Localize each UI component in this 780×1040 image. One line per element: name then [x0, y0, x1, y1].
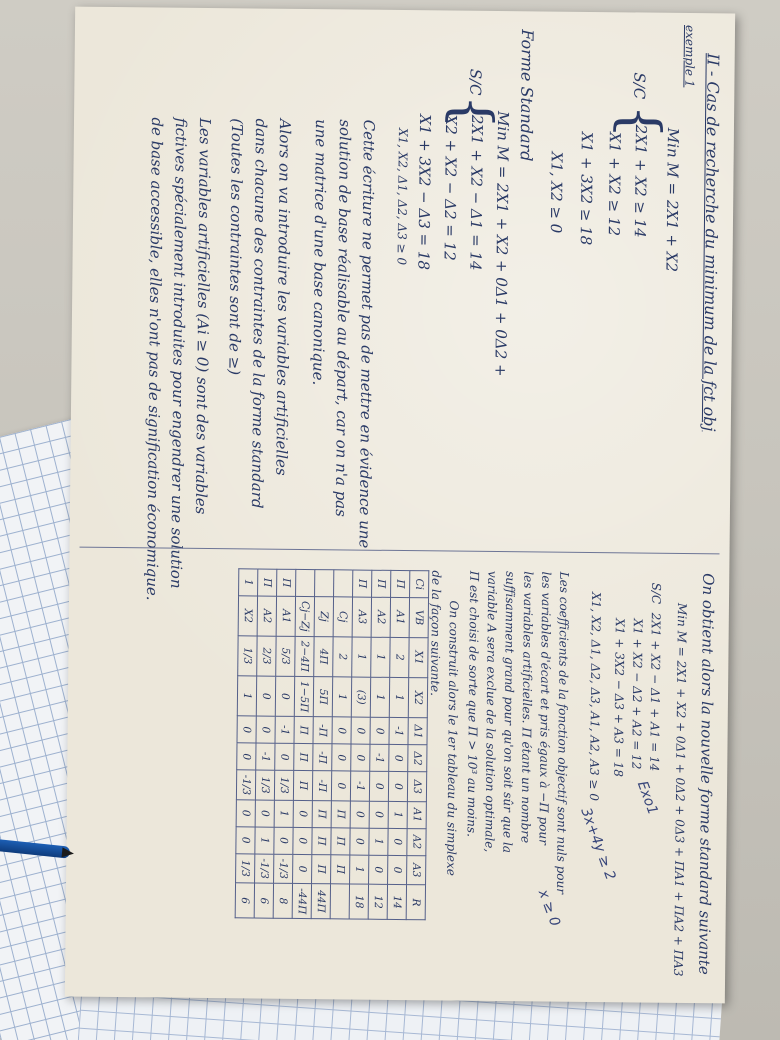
tableau-cell: 0 — [236, 800, 255, 827]
tableau-cell: 1 — [237, 676, 256, 717]
tableau-cell: 0 — [236, 827, 255, 854]
tableau-cell: 1 — [239, 569, 258, 596]
tableau-cell: -1/3 — [274, 854, 293, 884]
tableau-row — [368, 570, 391, 919]
tableau-cell: 0 — [351, 717, 370, 744]
tableau-cell: Δ2 — [408, 745, 427, 772]
constraint-1: 2X1 + X2 ≥ 14 — [630, 124, 650, 238]
right-paragraph2-line-2: de la façon suivante. — [428, 570, 444, 697]
right-paragraph-line-2: les variables d'écart et pris égaux à −Π pour — [536, 571, 554, 845]
tableau-row — [254, 569, 277, 918]
tableau-cell: A1 — [390, 597, 409, 637]
tableau-row — [273, 569, 296, 918]
tableau-cell: -1/3 — [255, 854, 274, 884]
tableau-cell: -1 — [350, 771, 369, 801]
right-paragraph-line-1: Les coefficients de la fonction objectif sont nuls pour — [553, 571, 572, 895]
tableau-cell: 1 — [371, 637, 390, 678]
tableau-cell: 0 — [369, 855, 388, 885]
tableau-cell: 6 — [254, 883, 273, 918]
objective-function: Min M = 2X1 + X2 — [662, 127, 682, 273]
paragraph-1-line-2: solution de base réalisable au départ, car on n'a pas — [331, 119, 355, 517]
tableau-cell: -1 — [370, 744, 389, 771]
tableau-cell: A3 — [352, 597, 371, 637]
paragraph-3-line-2: fictives spécialement introduites pour engendrer une solution — [167, 117, 191, 589]
tableau-cell: 0 — [237, 743, 256, 770]
tableau-row — [387, 570, 410, 919]
tableau-cell: 5Π — [313, 677, 332, 718]
tableau-cell: 1/3 — [238, 635, 257, 676]
tableau-cell: 1 — [350, 855, 369, 885]
non-negativity: X1, X2 ≥ 0 — [546, 151, 566, 234]
right-paragraph2-line-1: On construit alors le 1er tableau du simplexe — [444, 600, 462, 876]
standard-brace: { — [440, 94, 505, 130]
grid-note-line-2: 3x+4y ≥ 2 — [577, 805, 619, 883]
tableau-cell: 1 — [332, 677, 351, 718]
constraint-brace: { — [608, 104, 673, 140]
tableau-cell: 0 — [388, 772, 407, 802]
tableau-cell: Π — [331, 828, 350, 855]
tableau-cell: 0 — [369, 801, 388, 828]
tableau-cell: 1 — [255, 827, 274, 854]
tableau-cell: -Π — [313, 744, 332, 771]
tableau-cell: 1/3 — [274, 770, 293, 800]
tableau-cell: 2−4Π — [295, 636, 314, 677]
tableau-cell: Cj — [333, 597, 352, 637]
tableau-cell: Π — [277, 569, 296, 596]
tableau-row — [311, 570, 334, 919]
simplex-tableau — [235, 568, 430, 920]
tableau-cell: 1/3 — [236, 854, 255, 884]
paragraph-1-line-3: une matrice d'une base canonique. — [309, 119, 331, 386]
tableau-cell: 1 — [352, 637, 371, 678]
handwritten-sheet — [65, 7, 735, 1004]
tableau-cell: -1 — [389, 718, 408, 745]
tableau-cell: 2 — [333, 636, 352, 677]
tableau-cell: 12 — [368, 884, 387, 919]
new-constraint-3: X1 + 3X2 − Δ3 + A3 = 18 — [611, 618, 627, 777]
tableau-cell: 0 — [332, 744, 351, 771]
tableau-cell: -Π — [313, 717, 332, 744]
tableau-cell: Π — [293, 771, 312, 801]
tableau-cell: Π — [331, 855, 350, 885]
tableau-cell: Π — [312, 800, 331, 827]
tableau-cell — [296, 569, 315, 596]
constraint-3: X1 + 3X2 ≥ 18 — [576, 131, 596, 246]
tableau-cell: VB — [409, 598, 428, 638]
tableau-cell: 0 — [255, 800, 274, 827]
tableau-cell: A1 — [276, 596, 295, 636]
tableau-cell — [315, 570, 334, 597]
tableau-cell: Zj — [314, 597, 333, 637]
tableau-row — [235, 569, 258, 918]
tableau-cell: 0 — [350, 801, 369, 828]
tableau-cell: 8 — [273, 883, 292, 918]
tableau-cell: Π — [331, 801, 350, 828]
tableau-cell: 0 — [275, 676, 294, 717]
tableau-cell: 2 — [390, 637, 409, 678]
new-constraint-2: X1 + X2 − Δ2 + A2 = 12 — [629, 618, 645, 770]
section-heading: II - Cas de recherche du minimum de la fct obj — [699, 53, 723, 432]
tableau-cell: Π — [312, 827, 331, 854]
tableau-cell: 1−5Π — [294, 676, 313, 717]
tableau-cell: 0 — [389, 745, 408, 772]
tableau-cell: 1 — [274, 800, 293, 827]
tableau-cell: 0 — [370, 717, 389, 744]
paragraph-2-line-3: (Toutes les contraintes sont de ≥) — [225, 118, 247, 376]
standard-form-title: Forme Standard — [516, 29, 537, 162]
tableau-row — [292, 569, 315, 918]
tableau-cell: X2 — [238, 596, 257, 636]
right-paragraph-line-4: suffisamment grand pour qu'on soit sûr que la — [500, 571, 518, 854]
tableau-cell: 0 — [369, 771, 388, 801]
pen-tip — [62, 847, 75, 858]
tableau-cell: Π — [353, 570, 372, 597]
tableau-cell: 0 — [275, 744, 294, 771]
tableau-cell: -Π — [312, 771, 331, 801]
tableau-cell: 1 — [370, 677, 389, 718]
tableau-cell: 0 — [388, 828, 407, 855]
tableau-cell: 0 — [293, 827, 312, 854]
tableau-cell: 0 — [293, 854, 312, 884]
standard-constraint-1: 2X1 + X2 − Δ1 = 14 — [466, 114, 487, 271]
tableau-cell: 4Π — [314, 636, 333, 677]
tableau-cell: 0 — [237, 716, 256, 743]
tableau-cell: A3 — [407, 855, 426, 885]
new-objective: Min M = 2X1 + X2 + 0Δ1 + 0Δ2 + 0Δ3 + ΠA1 + ΠA2 + ΠA3 — [671, 602, 689, 977]
tableau-cell: 0 — [351, 744, 370, 771]
tableau-cell: 44Π — [311, 884, 330, 919]
tableau-cell: (3) — [351, 677, 370, 718]
sheet-content — [65, 7, 735, 1004]
right-paragraph-line-5: variable A sera exclue de la solution optimale, — [482, 570, 500, 853]
tableau-cell: X1 — [409, 637, 428, 678]
tableau-cell: 2/3 — [257, 636, 276, 677]
tableau-cell: X2 — [408, 678, 427, 719]
constraint-2: X1 + X2 ≥ 12 — [604, 132, 624, 237]
tableau-cell: 0 — [256, 676, 275, 717]
new-nonnegativity: X1, X2, Δ1, Δ2, Δ3, A1, A2, A3 ≥ 0 — [586, 591, 604, 802]
standard-objective: Min M = 2X1 + X2 + 0Δ1 + 0Δ2 + — [491, 110, 513, 377]
grid-note-line-3: x ≥ 0 — [534, 887, 563, 929]
tableau-cell: 0 — [256, 716, 275, 743]
example-label: exemple 1 — [682, 24, 698, 88]
tableau-cell: -1/3 — [236, 770, 255, 800]
tableau-cell: 0 — [332, 717, 351, 744]
tableau-row — [406, 571, 429, 920]
right-paragraph-line-3: les variables artificielles. Π étant un nombre — [518, 571, 536, 844]
tableau-cell: Δ1 — [408, 718, 427, 745]
new-constraint-1: 2X1 + X2 − Δ1 + A1 = 14 — [647, 612, 663, 772]
tableau-cell: Π — [258, 569, 277, 596]
tableau-cell: Π — [372, 570, 391, 597]
tableau-cell: Π — [312, 854, 331, 884]
paragraph-3-line-1: Les variables artificielles (Ai ≥ 0) sont des variables — [191, 117, 215, 515]
tableau-cell: 6 — [235, 883, 254, 918]
tableau-cell: -1 — [275, 717, 294, 744]
standard-constraint-2: X2 + X2 − Δ2 = 12 — [440, 114, 461, 261]
tableau-cell: 0 — [388, 855, 407, 885]
tableau-cell: 0 — [274, 827, 293, 854]
tableau-cell: -1 — [256, 743, 275, 770]
tableau-cell: 0 — [293, 800, 312, 827]
grid-note-line-1: Exo1 — [633, 779, 661, 817]
tableau-cell: Π — [294, 717, 313, 744]
new-form-intro: On obtient alors la nouvelle forme standard suivante — [695, 573, 718, 975]
tableau-cell: A1 — [407, 801, 426, 828]
paragraph-1-line-1: Cette écriture ne permet pas de mettre en évidence une — [355, 119, 379, 549]
tableau-cell: 5/3 — [276, 636, 295, 677]
tableau-cell: 0 — [331, 771, 350, 801]
tableau-cell: -44Π — [292, 884, 311, 919]
st-label: S/C — [630, 72, 649, 100]
tableau-cell: 18 — [349, 884, 368, 919]
tableau-cell: Cj−Zj — [295, 596, 314, 636]
tableau-cell: 14 — [387, 885, 406, 920]
tableau-cell: R — [406, 885, 425, 920]
tableau-cell — [330, 884, 349, 919]
tableau-cell — [334, 570, 353, 597]
tableau-cell: 1 — [389, 677, 408, 718]
standard-constraint-3: X1 + 3X2 − Δ3 = 18 — [414, 114, 435, 271]
tableau-cell: 1 — [388, 801, 407, 828]
tableau-cell: 0 — [350, 828, 369, 855]
tableau-cell: Π — [391, 570, 410, 597]
tableau-cell: A2 — [407, 828, 426, 855]
tableau-cell: A2 — [257, 596, 276, 636]
right-paragraph-line-6: Π est choisi de sorte que Π > 10³ au moins. — [464, 570, 482, 838]
new-st-label: S/C — [648, 582, 664, 605]
standard-nonnegativity: X1, X2, Δ1, Δ2, Δ3 ≥ 0 — [394, 127, 410, 266]
tableau-cell: Δ3 — [407, 772, 426, 802]
tableau-row — [330, 570, 353, 919]
tableau-cell: A2 — [371, 597, 390, 637]
tableau-cell: 1 — [369, 828, 388, 855]
paragraph-2-line-2: dans chacune des contraintes de la forme standard — [247, 118, 271, 509]
standard-st-label: S/C — [466, 68, 485, 96]
paragraph-3-line-3: de base accessible, elles n'ont pas de signification économique. — [142, 117, 167, 601]
tableau-cell: 1/3 — [255, 770, 274, 800]
tableau-row — [349, 570, 372, 919]
tableau-cell: Π — [294, 744, 313, 771]
paragraph-2-line-1: Alors on va introduire les variables artificielles — [272, 118, 295, 476]
tableau-cell: Ci — [410, 571, 429, 598]
